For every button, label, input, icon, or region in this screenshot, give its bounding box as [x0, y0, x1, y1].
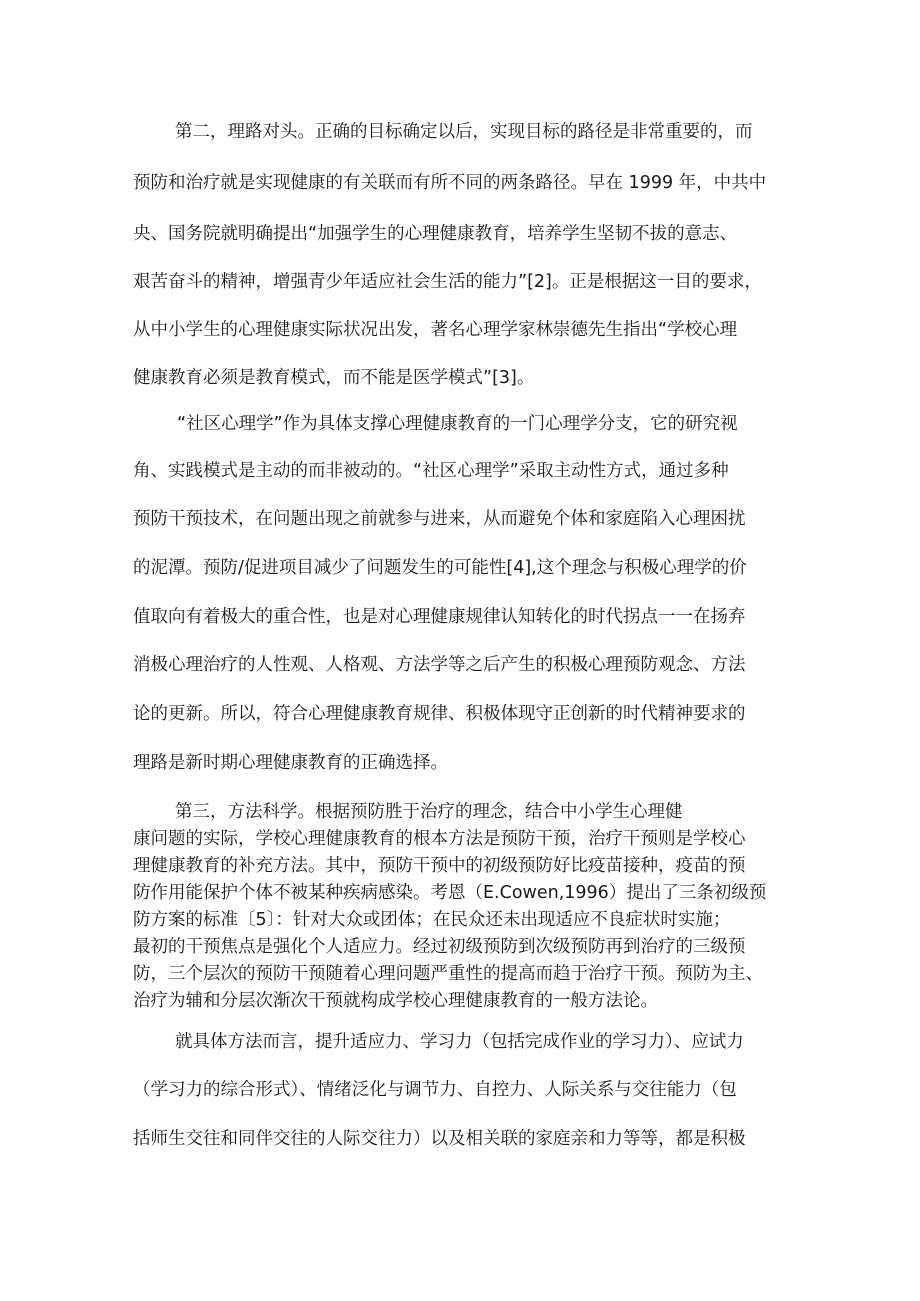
text-line: 就具体方法而言，提升适应力、学习力（包括完成作业的学习力）、应试力	[175, 1032, 744, 1052]
text-line: 理健康教育的补充方法。其中，预防干预中的初级预防好比疫苗接种，疫苗的预	[133, 856, 746, 876]
text-line: 预防和治疗就是实现健康的有关联而有所不同的两条路径。早在 1999 年，中共中	[133, 173, 767, 193]
text-line: 消极心理治疗的人性观、人格观、方法学等之后产生的积极心理预防观念、方法	[133, 655, 746, 675]
text-line: 值取向有着极大的重合性，也是对心理健康规律认知转化的时代拐点一一在扬弃	[133, 607, 746, 627]
text-line: 健康教育必须是教育模式，而不能是医学模式”[3]。	[133, 368, 535, 388]
text-line: 防，三个层次的预防干预随着心理问题严重性的提高而趋于治疗干预。预防为主、	[133, 964, 763, 984]
text-line: 防方案的标准〔5〕：针对大众或团体；在民众还未出现适应不良症状时实施；	[133, 910, 731, 930]
text-line: 央、国务院就明确提出“加强学生的心理健康教育，培养学生坚韧不拔的意志、	[133, 224, 738, 244]
text-line: 括师生交往和同伴交往的人际交往力）以及相关联的家庭亲和力等等，都是积极	[133, 1129, 746, 1149]
text-line: 艰苦奋斗的精神，增强青少年适应社会生活的能力”[2]。正是根据这一目的要求，	[133, 272, 762, 292]
text-line: 论的更新。所以，符合心理健康教育规律、积极体现守正创新的时代精神要求的	[133, 704, 746, 724]
text-line: 第二，理路对头。正确的目标确定以后，实现目标的路径是非常重要的，而	[175, 122, 753, 142]
text-line: 防作用能保护个体不被某种疾病感染。考恩（E.Cowen,1996）提出了三条初级预	[133, 883, 767, 903]
text-line: 最初的干预焦点是强化个人适应力。经过初级预防到次级预防再到治疗的三级预	[133, 937, 746, 957]
text-line: 理路是新时期心理健康教育的正确选择。	[133, 753, 448, 773]
text-line: 治疗为辅和分层次渐次干预就构成学校心理健康教育的一般方法论。	[133, 991, 658, 1011]
text-line: “社区心理学”作为具体支撑心理健康教育的一门心理学分支，它的研究视	[177, 414, 738, 434]
text-line: 预防干预技术，在问题出现之前就参与进来，从而避免个体和家庭陷入心理困扰	[133, 509, 746, 529]
text-line: （学习力的综合形式）、情绪泛化与调节力、自控力、人际关系与交往能力（包	[133, 1080, 737, 1100]
text-line: 康问题的实际，学校心理健康教育的根本方法是预防干预，治疗干预则是学校心	[133, 829, 746, 849]
text-line: 的泥潭。预防/促进项目减少了问题发生的可能性[4],这个理念与积极心理学的价	[133, 558, 747, 578]
text-line: 角、实践模式是主动的而非被动的。“社区心理学”采取主动性方式，通过多种	[133, 461, 729, 481]
text-line: 第三，方法科学。根据预防胜于治疗的理念，结合中小学生心理健	[175, 802, 683, 822]
text-line: 从中小学生的心理健康实际状况出发，著名心理学家林崇德先生指出“学校心理	[133, 320, 738, 340]
